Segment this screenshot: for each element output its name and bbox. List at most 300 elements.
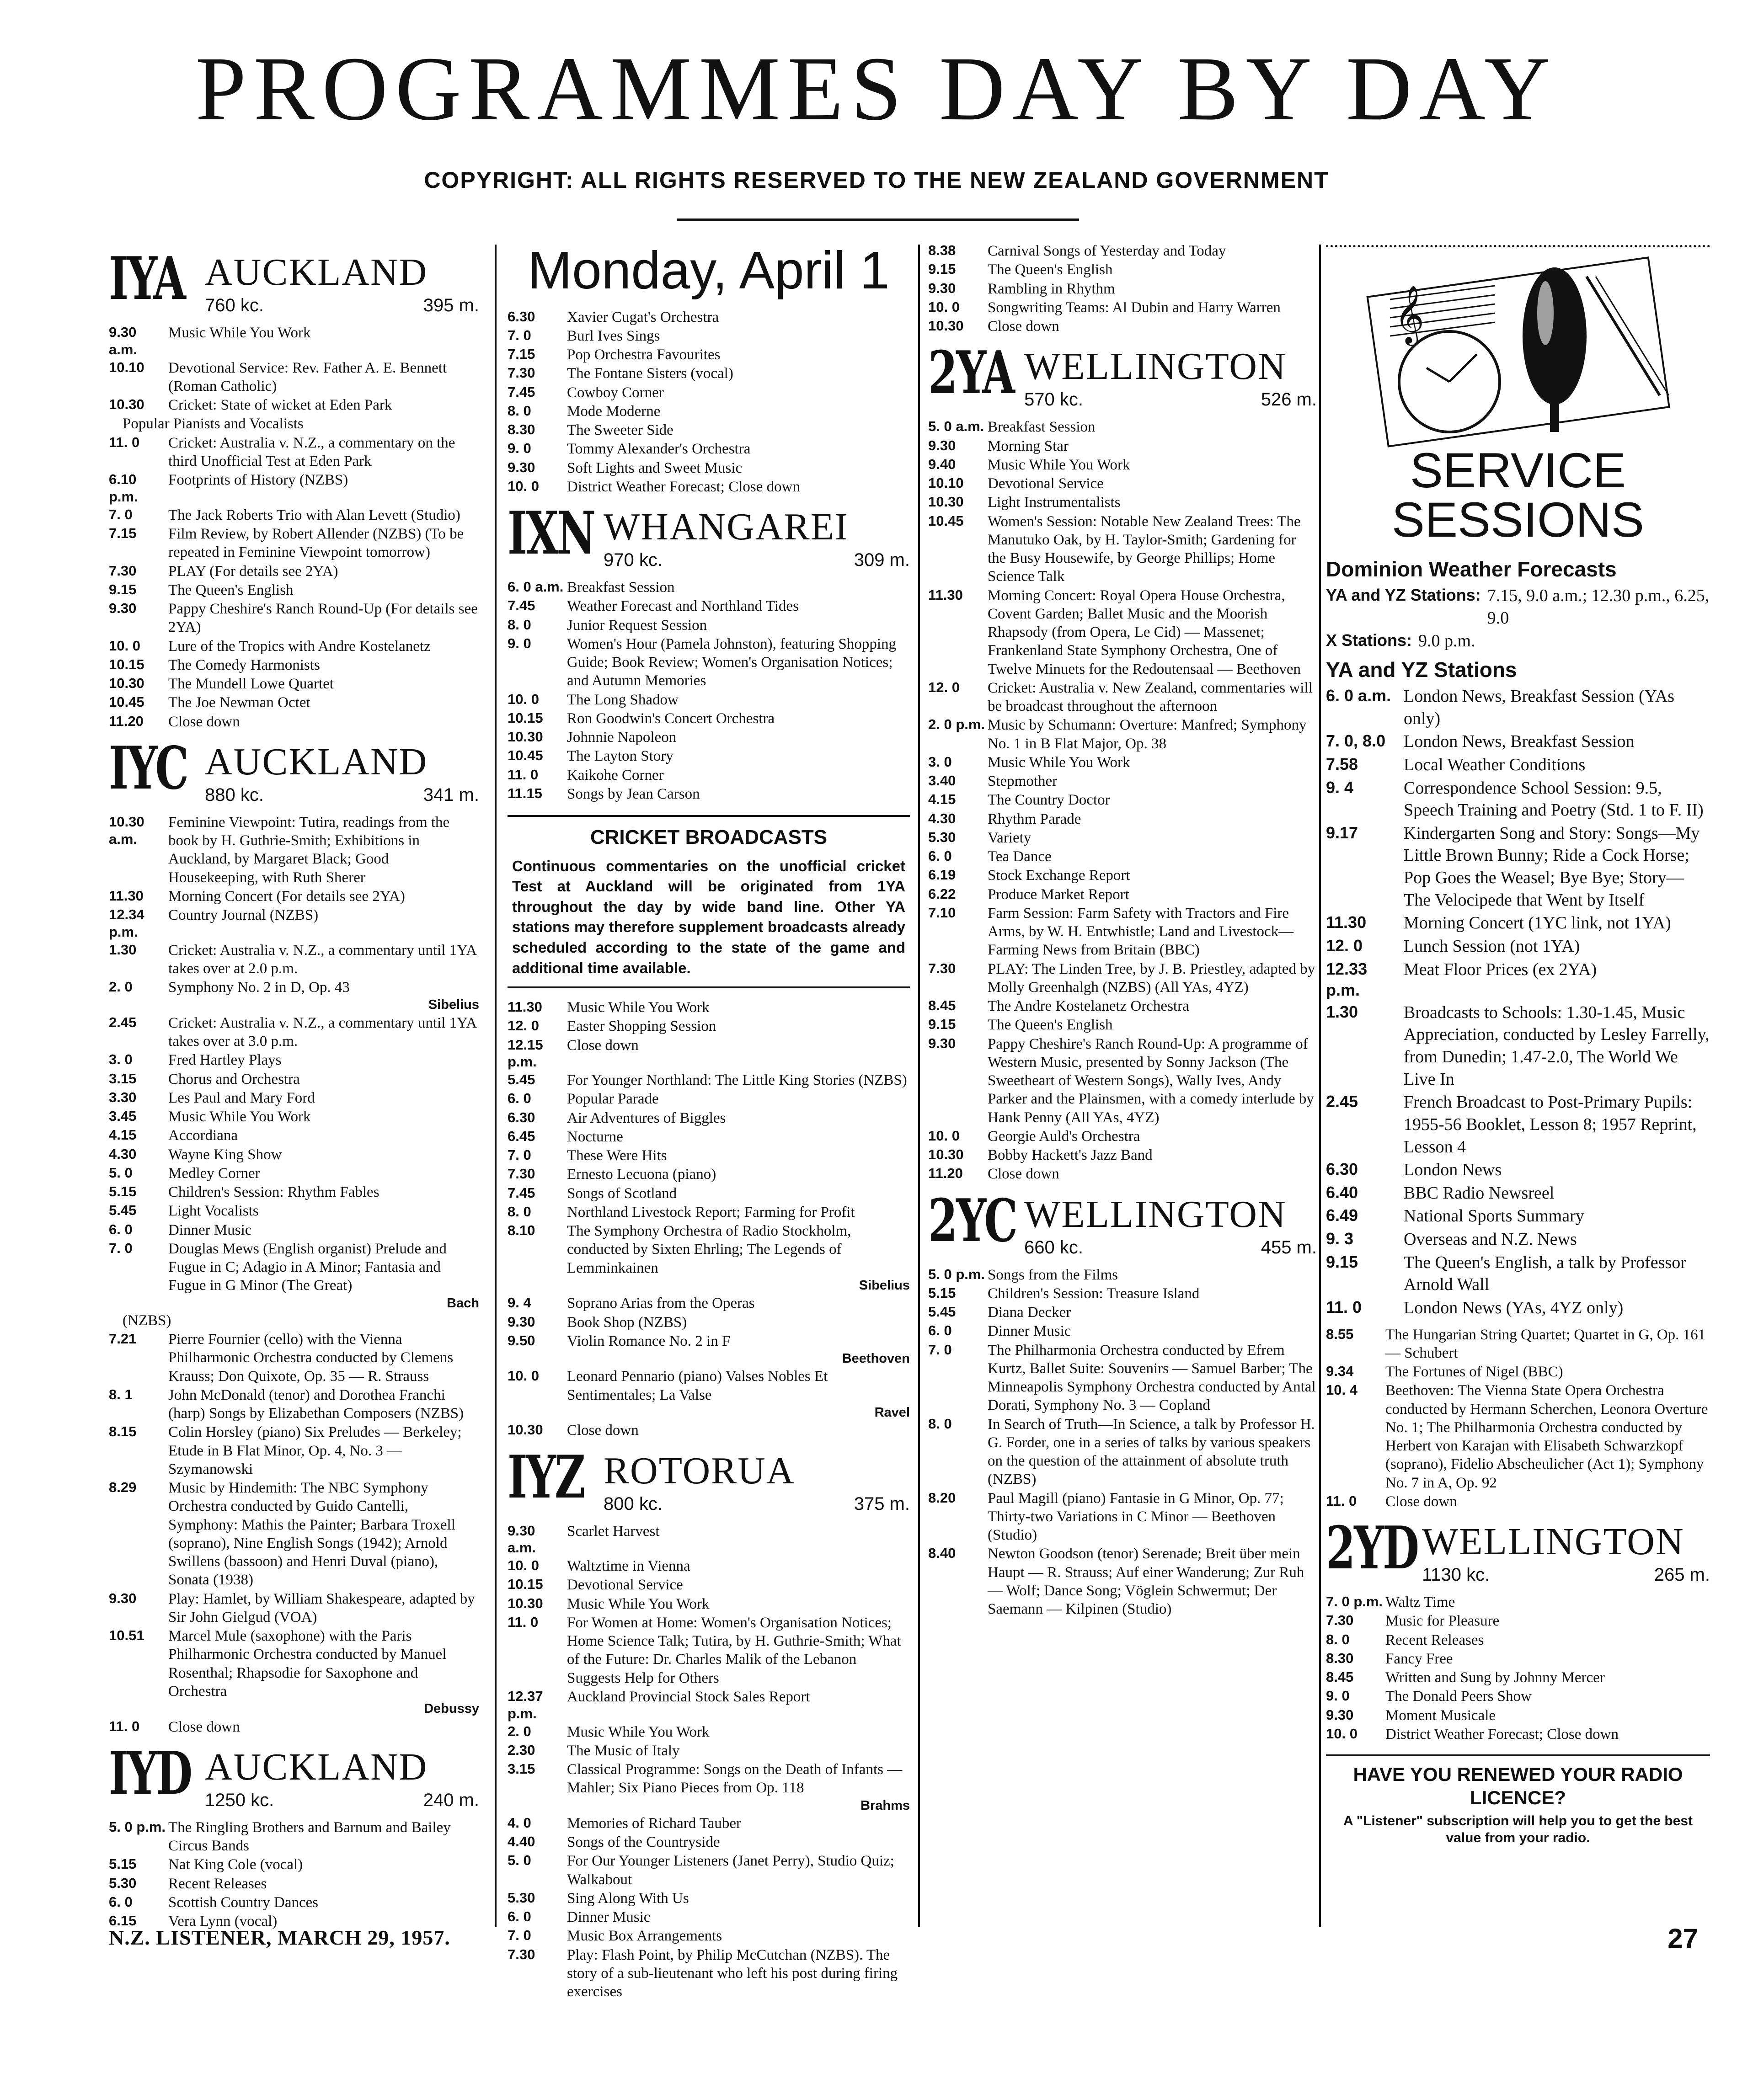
programme-time: 7. 0 [508,1147,531,1163]
programme-entry [508,1576,910,1594]
programme-entry [109,1089,479,1107]
programme-time: 4.15 [109,1127,137,1143]
programme-title: Music by Hindemith: The NBC Symphony Orchestra conducted by Guido Cantelli, Symphony: Mathis the Painter; Barbara Troxell (soprano), Nine English Songs (1942); Arnold Swillens (bassoon) and Henri Duval (piano), Sonata (1938) [168,1480,455,1588]
programme-title: Written and Sung by Johnny Mercer [1385,1669,1605,1686]
programme-title: Ron Goodwin's Concert Orchestra [567,710,775,727]
station-city: WELLINGTON [1024,345,1287,388]
programme-title: Film Review, by Robert Allender (NZBS) (To be repeated in Feminine Viewpoint tomorrow) [168,526,464,561]
programme-title: Light Instrumentalists [988,494,1121,511]
service-title: Kindergarten Song and Story: Songs—My Little Brown Bunny; Ride a Cock Horse; Pop Goes the Weasel; Bye Bye; Story—The Velocipede that Went by Itself [1404,823,1700,910]
programme-time: 9. 0 [508,440,531,457]
programme-entry [508,766,910,784]
station-city: ROTORUA [604,1449,795,1492]
programme-time: 10.10 [109,359,144,375]
programme-title: PLAY (For details see 2YA) [168,563,338,580]
station-frequency: 570 kc. [1024,389,1083,410]
service-session-entry [1326,1182,1710,1205]
programme-time: 7.30 [109,562,137,579]
programme-title: Close down [567,1422,639,1439]
programme-time: 7.45 [508,384,535,400]
programme-time: 10.30 [928,318,964,334]
programme-time: 10.51 [109,1627,144,1644]
programme-title: The Joe Newman Octet [168,694,310,711]
programme-title: Bobby Hackett's Jazz Band [988,1147,1153,1163]
programme-entry [928,960,1317,997]
programme-entry [928,1545,1317,1618]
station-frequency: 800 kc. [604,1493,663,1514]
programme-title: Cricket: Australia v. New Zealand, commentaries will be broadcast throughout the afternoon [988,679,1313,714]
programme-entry [109,506,479,524]
programme-title: Kaikohe Corner [567,767,664,784]
programme-entry [109,600,479,637]
programme-entry [508,1833,910,1851]
programme-entry [508,597,910,615]
service-items [1326,685,1710,1319]
column-2 [508,240,910,2000]
programme-entry [109,324,479,358]
station-wavelength: 375 m. [854,1493,910,1514]
programme-time: 11.20 [928,1165,963,1182]
programme-time: 11.30 [508,999,542,1015]
programme-entry [508,1071,910,1089]
programme-time: 8.30 [508,421,535,438]
programme-entry [928,474,1317,493]
programme-title: Air Adventures of Biggles [567,1109,726,1126]
programme-entry [508,1017,910,1035]
cricket-heading: CRICKET BROADCASTS [590,826,828,849]
programme-time: 3.40 [928,773,956,789]
programme-entry [928,810,1317,828]
programme-entry [508,1203,910,1221]
programme-entry [928,1016,1317,1034]
programme-title: Symphony No. 2 in D, Op. 43 [168,979,350,996]
programme-entry [109,396,479,414]
programme-time: 7.45 [508,597,535,614]
station-header [109,734,479,808]
programme-title: Violin Romance No. 2 in F [567,1332,731,1349]
programme-entry [508,1036,910,1071]
station-header [508,499,910,573]
programme-time: 6. 0 [109,1221,133,1237]
programme-time: 9.15 [928,1016,956,1033]
programme-title: Morning Concert: Royal Opera House Orchestra, Covent Garden; Ballet Music and the Moorish Rhapsody (from Opera, Le Cid) — Massenet; Frankenland State Symphony Orchestra, One of Twelve Minuets for the Redoutensaal — Beethoven [988,587,1301,677]
programme-title: Devotional Service [567,1577,683,1594]
column-4 [1326,241,1710,1933]
service-time: 9.15 [1326,1252,1358,1271]
programme-time: 8. 0 [508,1203,531,1220]
programme-entry [928,261,1317,279]
programme-entry [109,1202,479,1220]
programme-entry [928,1341,1317,1415]
programme-entry [508,421,910,439]
programme-entry [928,298,1317,317]
composer-credit: Ravel [874,1405,910,1420]
programme-time: 8. 0 [508,402,531,419]
programme-title: PLAY: The Linden Tree, by J. B. Priestley, adapted by Molly Greenhalgh (NZBS) (All YAs, 4YZ) [988,960,1315,996]
programme-title: Rhythm Parade [988,810,1081,827]
programme-time: 10.30 [928,494,964,510]
station-header [928,339,1317,412]
station-wavelength: 341 m. [423,784,479,805]
programme-title: Burl Ives Sings [567,327,660,344]
programme-title: Pappy Cheshire's Ranch Round-Up: A programme of Western Music, presented by Sonny Jackson (The Sweetheart of Western Songs), Wally Ives, Andy Parker and the Plainsmen, with a comedy interlude by Hank Penny (All YAs, 4YZ) [988,1035,1314,1126]
programme-title: Pappy Cheshire's Ranch Round-Up (For details see 2YA) [168,601,478,636]
station-city: WHANGAREI [604,506,849,549]
column-2-listings [508,308,910,2001]
programme-entry [928,1415,1317,1489]
programme-entry [508,709,910,728]
weather-stations: X Stations: [1326,631,1412,650]
composer-credit: Sibelius [428,997,479,1013]
programme-entry [928,829,1317,847]
station-frequency: 1250 kc. [205,1790,274,1810]
programme-entry [109,471,479,506]
programme-entry [928,1165,1317,1183]
programme-time: 5. 0 p.m. [928,1266,985,1282]
programme-entry [928,1303,1317,1322]
programme-entry [109,581,479,599]
programme-time: 2. 0 p.m. [928,716,985,733]
programme-title: Diana Decker [988,1304,1071,1321]
service-session-entry [1326,912,1710,934]
programme-time: 5.30 [109,1875,137,1891]
programme-time: 7. 0 [109,506,133,522]
programme-time: 7.10 [928,904,956,921]
station-call-sign: 2YD [1326,1514,1418,1583]
service-session-entry [1326,1091,1710,1158]
programme-time: 5. 0 [109,1164,133,1181]
programme-time: 12. 0 [928,679,960,695]
programme-title: Scottish Country Dances [168,1894,319,1911]
composer-credit: Debussy [424,1701,479,1716]
programme-title: Sing Along With Us [567,1890,689,1907]
programme-title: Auckland Provincial Stock Sales Report [567,1688,810,1705]
programme-time: 11. 0 [508,1614,539,1630]
station-frequency: 660 kc. [1024,1237,1083,1258]
service-time: 9. 3 [1326,1229,1354,1248]
programme-entry [109,693,479,712]
station-header [1326,1514,1710,1588]
programme-title: Devotional Service: Rev. Father A. E. Bennett (Roman Catholic) [168,359,447,394]
programme-entry [508,747,910,765]
programme-time: 9.50 [508,1332,535,1348]
programme-entry [109,359,479,396]
programme-entry [109,1183,479,1201]
programme-time: 11. 0 [1326,1492,1357,1509]
programme-entry [508,1742,910,1760]
programme-title: Morning Star [988,437,1069,454]
programme-title: Cricket: Australia v. N.Z., a commentary until 1YA takes over at 2.0 p.m. [168,942,476,977]
service-title: Broadcasts to Schools: 1.30-1.45, Music Appreciation, conducted by Lesley Farrelly, from Dunedin; 1.47-2.0, The World We Live In [1404,1002,1710,1089]
station-header [109,245,479,318]
programme-time: 11. 0 [109,1718,140,1734]
programme-entry [109,1718,479,1736]
programme-time: 10.45 [508,747,543,764]
programme-title: Country Journal (NZBS) [168,907,319,923]
programme-entry [508,1421,910,1439]
programme-title: Music While You Work [567,999,710,1016]
programme-time: 6.45 [508,1128,535,1144]
programme-entry [508,346,910,364]
service-session-entry [1326,777,1710,821]
programme-time: 10. 0 [508,1557,539,1574]
programme-title: Classical Programme: Songs on the Death of Infants — Mahler; Six Piano Pieces from Op. 118 [567,1761,903,1796]
station-frequency: 970 kc. [604,550,663,570]
service-time: 6. 0 a.m. [1326,686,1391,705]
station-call-sign: IYC [109,734,187,803]
programme-time: 4.15 [928,791,956,808]
programme-title: Variety [988,829,1031,846]
programme-entry [109,887,479,906]
weather-heading: Dominion Weather Forecasts [1326,557,1617,581]
programme-entry [508,1222,910,1277]
programme-time: 2.45 [109,1014,137,1030]
service-time: 9. 4 [1326,778,1354,797]
programme-title: Leonard Pennario (piano) Valses Nobles Et Sentimentales; La Valse [567,1368,828,1403]
service-session-entry [1326,1252,1710,1296]
station-frequency: 1130 kc. [1422,1565,1490,1585]
column-rule [1319,245,1321,1927]
programme-time: 3.45 [109,1108,137,1124]
programme-entry [109,1479,479,1589]
programme-title: Recent Releases [1385,1631,1484,1648]
service-session-entry [1326,959,1710,1001]
programme-title: Close down [988,1166,1059,1183]
page-number: 27 [1667,1923,1698,1954]
programme-time: 7.30 [508,1166,535,1182]
svg-text:𝄞: 𝄞 [1395,285,1425,343]
programme-title: The Jack Roberts Trio with Alan Levett (Studio) [168,506,460,523]
programme-time: 9.34 [1326,1363,1354,1379]
programme-title: The Donald Peers Show [1385,1688,1532,1705]
programme-time: 8.29 [109,1479,137,1496]
programme-entry [928,753,1317,772]
station-call-sign: IXN [508,499,595,568]
station-wavelength: 265 m. [1654,1565,1710,1585]
programme-title: Carnival Songs of Yesterday and Today [988,243,1226,259]
programme-entry [109,1818,479,1855]
programme-title: The Queen's English [988,1017,1113,1034]
cricket-text: Continuous commentaries on the unofficial cricket Test at Auckland will be originated from 1YA throughout the day by wide band line. Other YA stations may therefore supplement broadcasts already scheduled according to the state of the game and additional time available. [512,857,905,976]
programme-time: 9.30 [109,1590,137,1606]
programme-title: Pop Orchestra Favourites [567,346,721,363]
programme-title: Waltz Time [1385,1594,1455,1610]
programme-title: Wayne King Show [168,1146,282,1163]
station-city: WELLINGTON [1422,1520,1684,1563]
programme-time: 9.30 [928,280,956,296]
programme-title: Morning Concert (For details see 2YA) [168,888,405,905]
weather-stations: YA and YZ Stations: [1326,586,1481,605]
station-call-sign: IYA [109,245,185,313]
programme-title: The Fontane Sisters (vocal) [567,365,733,382]
programme-entry [928,242,1317,260]
service-title: London News (YAs, 4YZ only) [1404,1298,1624,1317]
service-time: 7.58 [1326,754,1358,773]
programme-entry [508,1522,910,1557]
programme-entry [109,1855,479,1874]
service-time: 1.30 [1326,1002,1358,1021]
programme-time: 2. 0 [109,979,133,995]
programme-entry [928,716,1317,753]
licence-text: A "Listener" subscription will help you to get the best value from your radio. [1343,1813,1693,1846]
weather-line [1326,585,1710,629]
programme-time: 10.45 [109,694,144,710]
programme-time: 10. 0 [508,691,539,707]
programme-time: 8.10 [508,1222,535,1239]
programme-title: Close down [988,318,1059,335]
programme-title: Light Vocalists [168,1203,259,1220]
service-time: 11.30 [1326,913,1367,932]
programme-time: 8.38 [928,242,956,258]
programme-entry [508,1090,910,1108]
programme-time: 6.19 [928,867,956,883]
programme-entry [109,1875,479,1893]
programme-entry [1326,1593,1710,1611]
programme-title: Fancy Free [1385,1650,1453,1667]
programme-entry [508,308,910,326]
programme-time: 10. 0 [508,1368,539,1384]
programme-time: 8.45 [928,997,956,1013]
programme-entry [109,941,479,978]
station-frequency: 760 kc. [205,295,264,315]
programme-time: 9.30 [109,600,137,616]
programme-entry [109,1014,479,1051]
programme-time: 7.45 [508,1184,535,1201]
programme-time: 12. 0 [508,1018,539,1034]
licence-heading: HAVE YOU RENEWED YOUR RADIO LICENCE? [1353,1764,1683,1809]
programme-entry [508,1814,910,1833]
programme-entry [928,1489,1317,1545]
programme-title: Music While You Work [567,1723,710,1740]
programme-time: 10. 0 [109,637,140,654]
programme-continuation: Popular Pianists and Vocalists [123,416,304,432]
programme-time: 1.30 [109,941,137,958]
programme-title: Dinner Music [988,1323,1071,1340]
programme-title: Tommy Alexander's Orchestra [567,441,751,458]
programme-title: Music While You Work [988,754,1130,771]
programme-title: The Comedy Harmonists [168,656,320,673]
programme-time: 6. 0 [928,848,952,864]
programme-time: 3. 0 [109,1051,133,1068]
programme-entry [508,1165,910,1183]
programme-entry [508,616,910,634]
programme-time: 5. 0 p.m. [109,1818,166,1835]
programme-time: 9.30 [1326,1706,1354,1723]
programme-time: 7. 0 [109,1240,133,1256]
station-city: AUCKLAND [205,740,428,783]
programme-title: Nat King Cole (vocal) [168,1856,303,1873]
service-time: 2.45 [1326,1092,1358,1111]
programme-entry [109,1146,479,1164]
programme-time: 10. 0 [1326,1725,1358,1742]
programme-time: 9.40 [928,456,956,472]
composer-credit: Beethoven [842,1351,910,1366]
programme-entry [109,525,479,562]
programme-title: Music by Schumann: Overture: Manfred; Symphony No. 1 in B Flat Major, Op. 38 [988,717,1307,752]
programme-title: Songs by Jean Carson [567,785,700,802]
programme-entry [508,1313,910,1332]
programme-title: Paul Magill (piano) Fantasie in G Minor, Op. 77; Thirty-two Variations in C Minor — Beethoven (Studio) [988,1490,1284,1543]
programme-entry [928,418,1317,436]
programme-title: The Queen's English [168,581,294,598]
programme-entry [109,1386,479,1423]
yayz-heading: YA and YZ Stations [1326,657,1517,682]
programme-title: The Ringling Brothers and Barnum and Bailey Circus Bands [168,1819,451,1854]
service-title: Lunch Session (not 1YA) [1404,936,1580,956]
programme-time: 7.30 [928,960,956,976]
programme-time: 6.15 [109,1913,137,1929]
programme-entry [508,327,910,345]
programme-time: 10. 0 [928,298,960,315]
composer-credit: Brahms [860,1798,910,1813]
programme-time: 10.30 [109,675,144,691]
service-session-entry [1326,935,1710,958]
service-time: 12.33 p.m. [1326,959,1368,999]
programme-title: Songs of Scotland [567,1185,677,1202]
programme-title: Lure of the Tropics with Andre Kostelanetz [168,638,431,655]
programme-time: 8. 1 [109,1386,133,1402]
header-rule [677,219,1079,221]
programme-entry [928,1266,1317,1284]
service-time: 7. 0, 8.0 [1326,731,1386,751]
programme-entry [508,728,910,746]
programme-entry [508,1128,910,1146]
column-3 [928,241,1317,1933]
programme-entry [109,637,479,656]
programme-entry [928,997,1317,1015]
footer-publication: N.Z. LISTENER, MARCH 29, 1957. [109,1926,450,1949]
programme-time: 8. 0 [928,1415,952,1432]
programme-time: 5. 0 [508,1852,531,1869]
programme-entry [109,675,479,693]
column-4-listings [1326,1326,1710,1744]
programme-entry [109,1590,479,1627]
service-session-entry [1326,685,1710,730]
programme-time: 10.30 [928,1146,964,1162]
programme-entry [508,1723,910,1741]
programme-entry [109,1164,479,1183]
programme-time: 3.15 [508,1761,535,1777]
programme-title: Waltztime in Vienna [567,1558,690,1575]
service-sessions-title [1326,442,1710,547]
programme-title: Popular Parade [567,1091,659,1108]
programme-entry [109,1126,479,1145]
programme-entry [508,1184,910,1203]
day-title: Monday, April 1 [528,240,890,300]
cricket-broadcasts-box [508,815,910,988]
programme-title: Close down [1385,1493,1457,1510]
programme-entry [508,998,910,1017]
programme-title: The Sweeter Side [567,422,673,439]
licence-notice [1326,1754,1710,1847]
service-title: Overseas and N.Z. News [1404,1230,1577,1249]
station-wavelength: 526 m. [1261,389,1317,410]
programme-time: 10.30 [508,1595,543,1611]
programme-title: Pierre Fournier (cello) with the Vienna Philharmonic Orchestra conducted by Clemens Krauss; Don Quixote, Op. 35 — R. Strauss [168,1331,454,1385]
programme-time: 12.37 p.m. [508,1688,543,1722]
programme-entry [109,656,479,674]
composer-credit: Sibelius [859,1278,910,1293]
programme-entry [508,1367,910,1404]
programme-time: 7. 0 [508,327,531,343]
programme-time: 9.30 a.m. [109,324,138,357]
programme-entry [1326,1668,1710,1687]
station-call-sign: 2YC [928,1186,1017,1255]
programme-title: Easter Shopping Session [567,1018,716,1035]
programme-time: 8. 0 [1326,1631,1350,1647]
programme-time: 11.15 [508,785,542,801]
programme-time: 11.30 [928,586,963,603]
